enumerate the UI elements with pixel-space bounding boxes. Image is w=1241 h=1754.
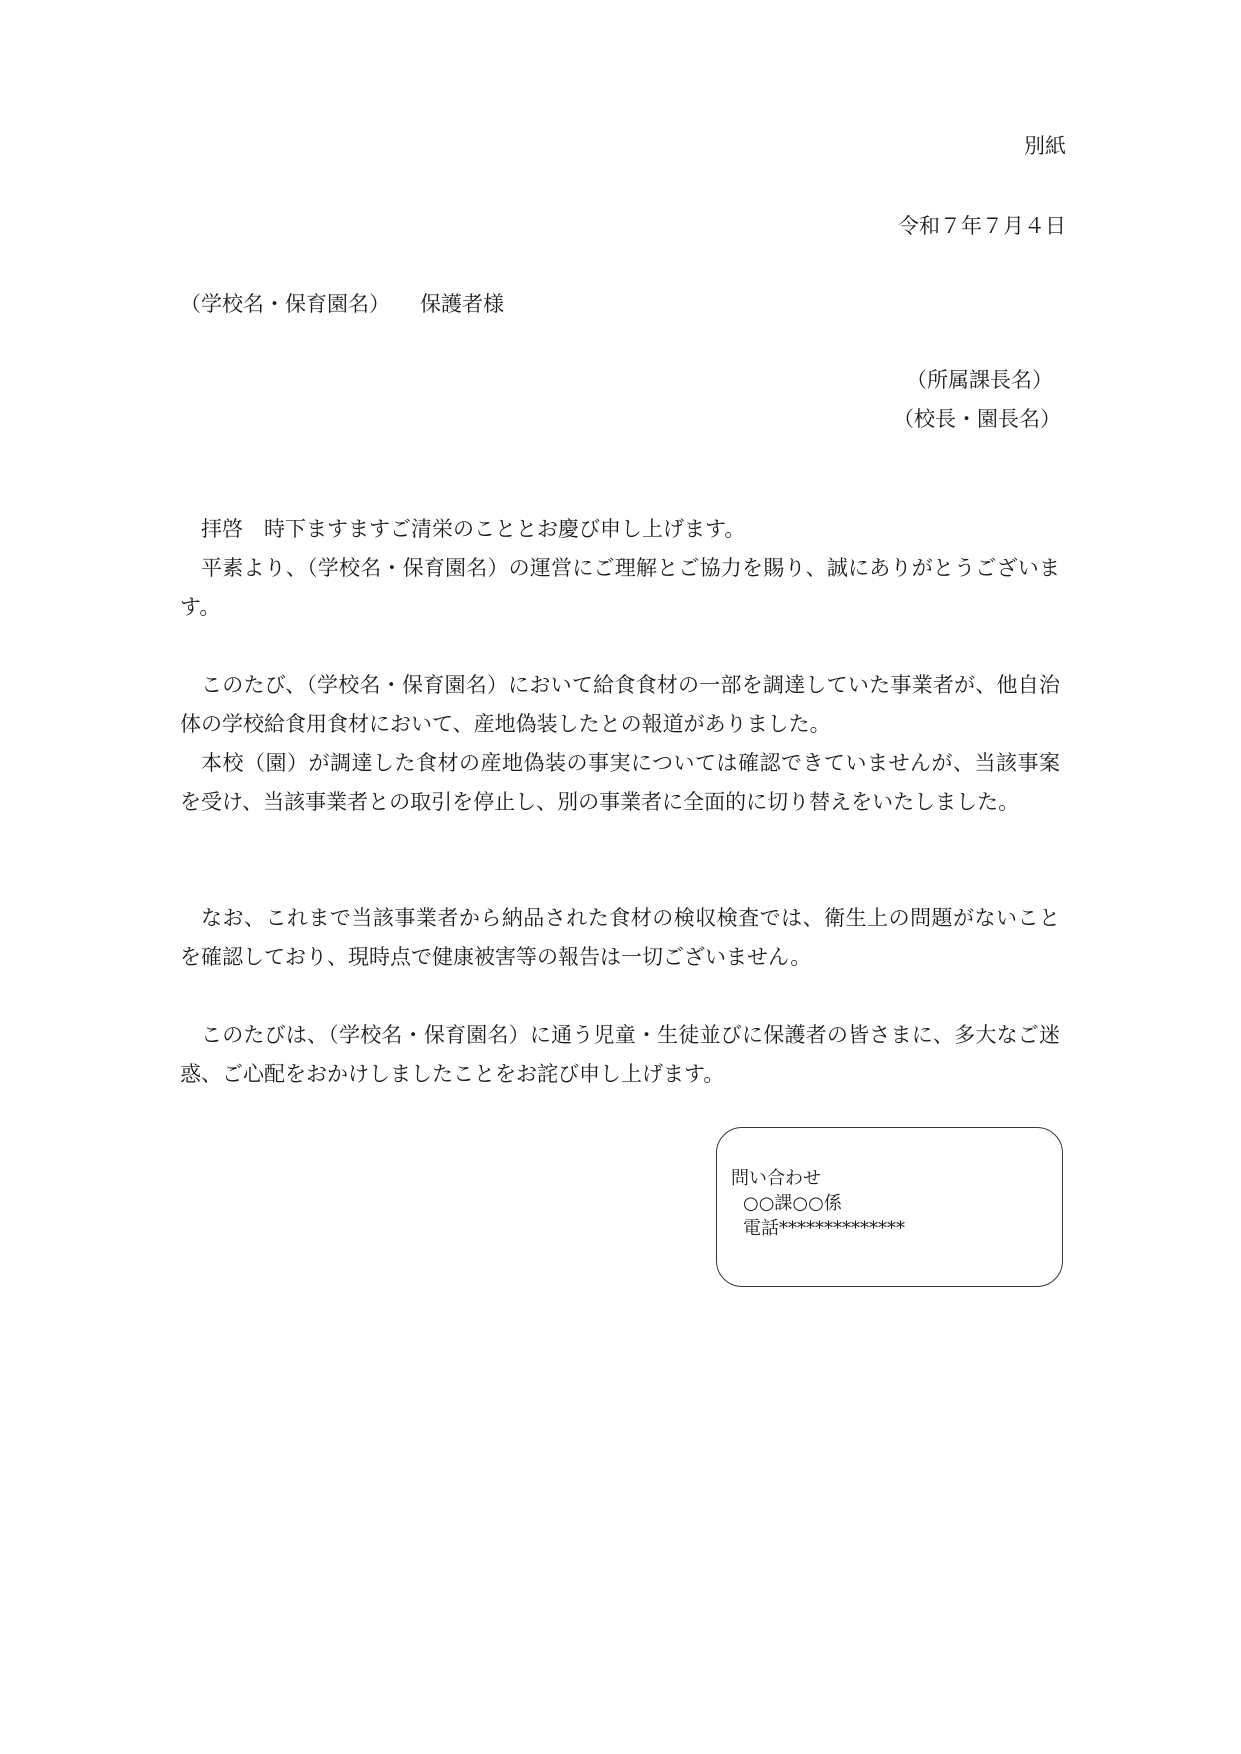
incident-paragraph	[180, 666, 1060, 822]
body-sentence: 拝啓 時下ますますご清栄のこととお慶び申し上げます。	[201, 517, 746, 541]
body-sentence: このたび、（学校名・保育園名）において給食食材の一部を調達していた事業者が、他自治体の学校給食用食材において、産地偽装したとの報道がありました。	[180, 673, 1060, 736]
contact-box	[716, 1127, 1063, 1287]
contact-department: ○○課○○係	[743, 1193, 842, 1214]
annex-label: 別紙	[1024, 134, 1066, 158]
sender-department-head: （所属課長名）	[906, 368, 1053, 392]
body-sentence: このたびは、（学校名・保育園名）に通う児童・生徒並びに保護者の皆さまに、多大なご迷惑、ご心配をおかけしましたことをお詫び申し上げます。	[180, 1023, 1060, 1086]
contact-phone: 電話**************	[743, 1218, 905, 1239]
apology-paragraph	[180, 1016, 1060, 1094]
body-sentence: なお、これまで当該事業者から納品された食材の検収検査では、衛生上の問題がないことを確認しており、現時点で健康被害等の報告は一切ございません。	[180, 906, 1060, 969]
sender-principal: （校長・園長名）	[893, 407, 1061, 431]
body-sentence: 平素より、（学校名・保育園名）の運営にご理解とご協力を賜り、誠にありがとうございます。	[180, 556, 1060, 619]
document-date: 令和７年７月４日	[898, 214, 1066, 238]
recipient-school: （学校名・保育園名）	[180, 292, 390, 316]
safety-paragraph	[180, 899, 1060, 977]
greeting-paragraph	[180, 510, 1060, 627]
recipient-line	[180, 286, 504, 322]
body-sentence: 本校（園）が調達した食材の産地偽装の事実については確認できていませんが、当該事案を受け、当該事業者との取引を停止し、別の事業者に全面的に切り替えをいたしました。	[180, 751, 1060, 814]
contact-title: 問い合わせ	[731, 1168, 821, 1189]
recipient-honorific: 保護者様	[420, 292, 504, 316]
